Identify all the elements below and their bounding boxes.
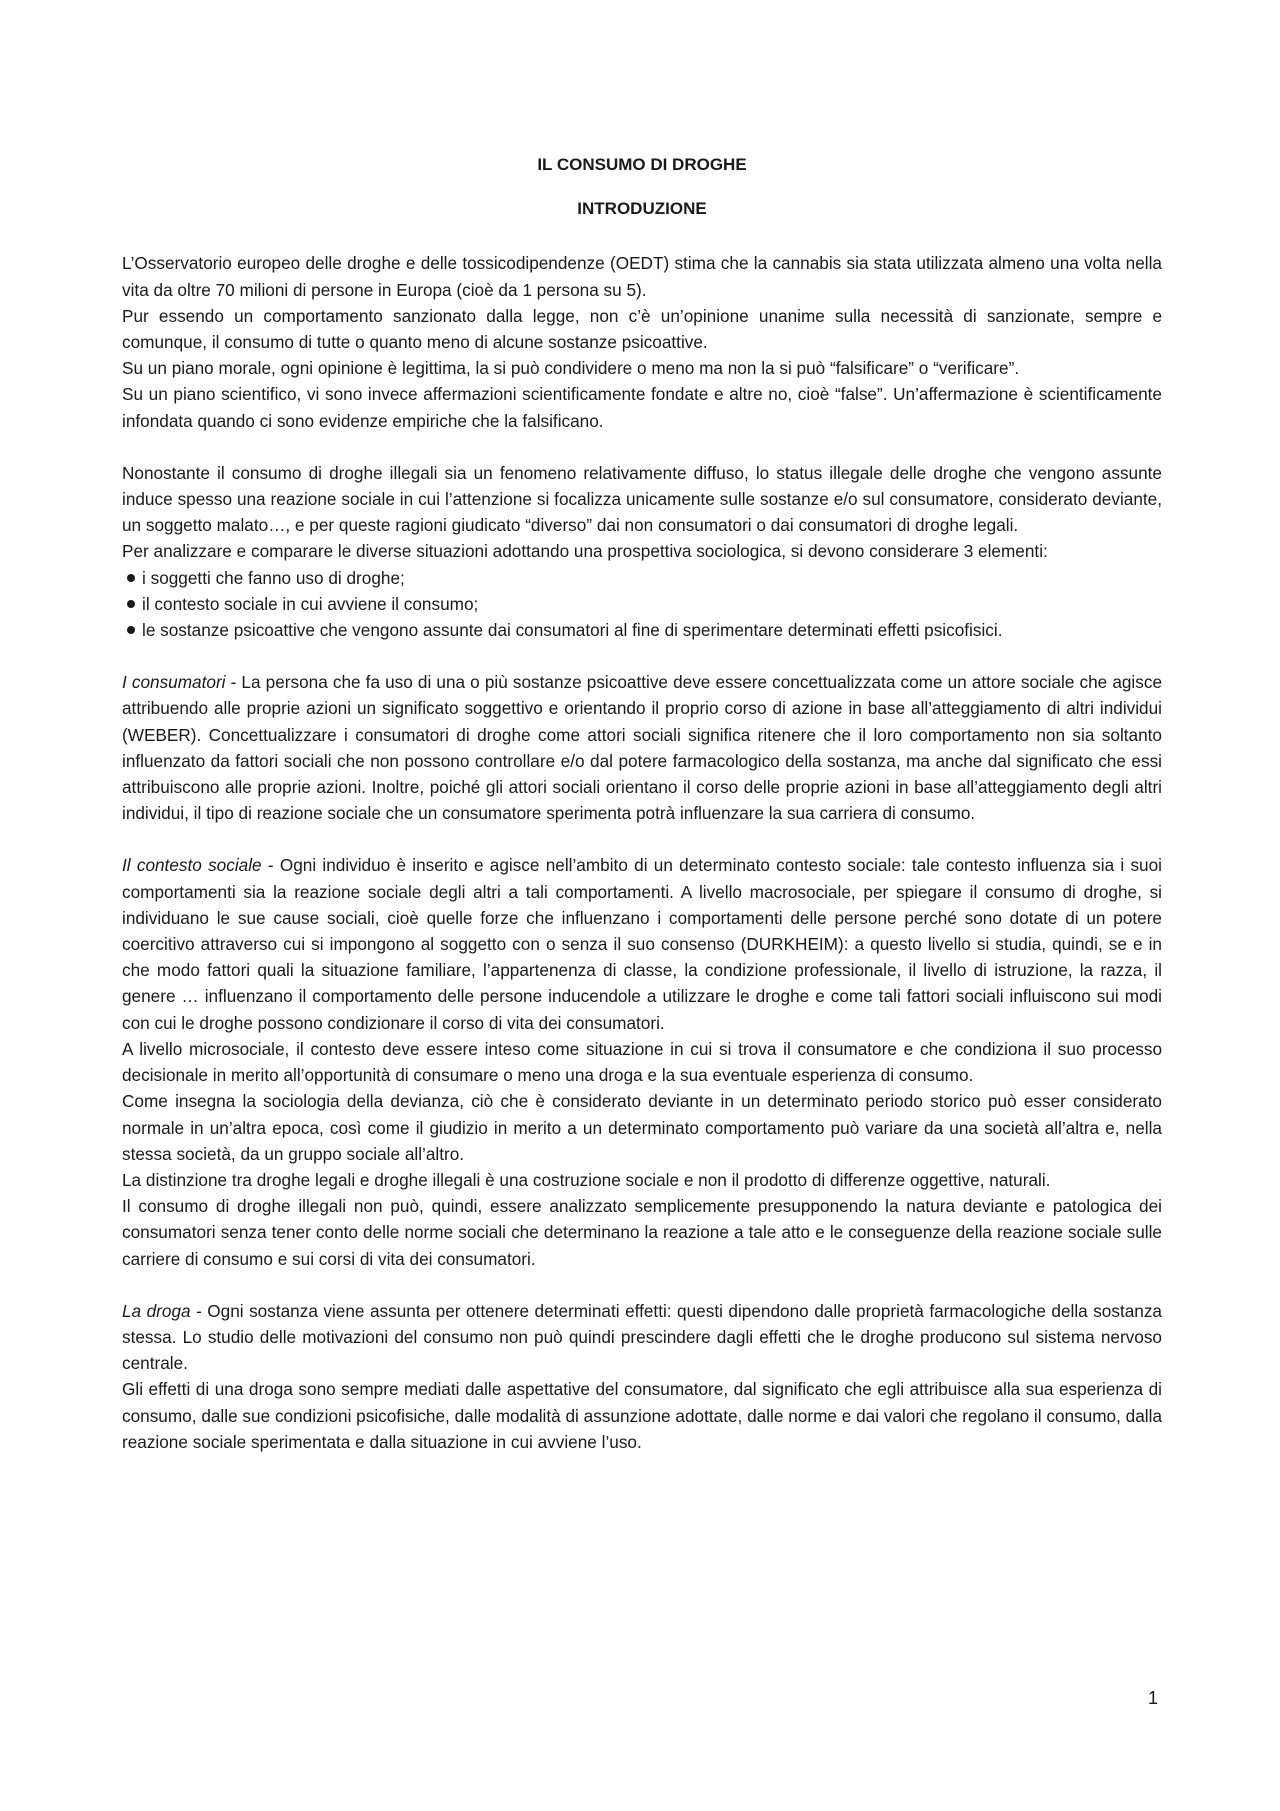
section-lead: Il contesto sociale [122, 855, 262, 876]
section-lead: La droga [122, 1300, 191, 1321]
paragraph: Nonostante il consumo di droghe illegali sia un fenomeno relativamente diffuso, lo status illegale delle droghe che vengono assunte induce spesso una reazione sociale in cui l’attenzione si focalizza unicamente sulle sostanze e/o sul consumatore, considerato deviante, un soggetto malato…, e per queste ragioni giudicato “diverso” dai non consumatori o dai consumatori di droghe legali. [122, 462, 1162, 536]
paragraph: Gli effetti di una droga sono sempre mediati dalle aspettative del consumatore, dal significato che egli attribuisce alla sua esperienza di consumo, dalle sue condizioni psicofisiche, dalle modalità di assunzione adottate, dalle norme e dai valori che regolano il consumo, dalla reazione sociale sperimentata e dalla situazione in cui avviene l’uso. [122, 1379, 1162, 1452]
paragraph: Pur essendo un comportamento sanzionato dalla legge, non c’è un’opinione unanime sulla necessità di sanzionate, sempre e comunque, il consumo di tutte o quanto meno di alcune sostanze psicoattive. [122, 305, 1162, 353]
document-title: IL CONSUMO DI DROGHE [537, 155, 747, 174]
paragraph [122, 1298, 1162, 1377]
list-item: le sostanze psicoattive che vengono assunte dai consumatori al fine di sperimentare determinati effetti psicofisici. [124, 617, 1162, 643]
page-content [122, 152, 1162, 1455]
paragraph: Come insegna la sociologia della devianza, ciò che è considerato deviante in un determinato periodo storico può esser considerato normale in un’altra epoca, così come il giudizio in merito a un determinato comportamento può variare da una società all’altra e, nella stessa società, da un gruppo sociale all’altro. [122, 1091, 1162, 1164]
section-text: - La persona che fa uso di una o più sostanze psicoattive deve essere concettualizzata come un attore sociale che agisce attribuendo alle proprie azioni un significato soggettivo e orientando il proprio corso di azione in base all’atteggiamento di altri individui (WEBER). Concettualizzare i consumatori di droghe come attori sociali significa ritenere che il loro comportamento non sia soltanto influenzato da fattori sociali che non possono controllare e/o dal potere farmacologico della sostanza, ma anche dal significato che essi attribuiscono alle proprie azioni. Inoltre, poiché gli attori sociali orientano il corso delle proprie azioni in base all’atteggiamento degli altri individui, il tipo di reazione sociale che un consumatore sperimenta potrà influenzare la sua carriera di consumo. [122, 672, 1162, 824]
section-text: - Ogni sostanza viene assunta per ottenere determinati effetti: questi dipendono dalle proprietà farmacologiche della sostanza stessa. Lo studio delle motivazioni del consumo non può quindi prescindere dagli effetti che le droghe producono sul sistema nervoso centrale. [122, 1300, 1162, 1374]
consumatori-section [122, 669, 1162, 826]
section-lead: I consumatori [122, 672, 226, 693]
paragraph: Il consumo di droghe illegali non può, quindi, essere analizzato semplicemente presupponendo la natura deviante e patologica dei consumatori senza tener conto delle norme sociali che determinano la reazione a tale atto e le conseguenze della reazione sociale sulle carriere di consumo e sui corsi di vita dei consumatori. [122, 1196, 1162, 1269]
paragraph: Su un piano morale, ogni opinione è legittima, la si può condividere o meno ma non la si può “falsificare” o “verificare”. [122, 358, 1020, 379]
list-item: i soggetti che fanno uso di droghe; [124, 565, 1162, 591]
paragraph: Per analizzare e comparare le diverse situazioni adottando una prospettiva sociologica, si devono considerare 3 elementi: [122, 541, 1048, 562]
droga-section [122, 1298, 1162, 1455]
intro-section [122, 250, 1162, 433]
paragraph: L’Osservatorio europeo delle droghe e delle tossicodipendenze (OEDT) stima che la cannabis sia stata utilizzata almeno una volta nella vita da oltre 70 milioni di persone in Europa (cioè da 1 persona su 5). [122, 253, 1162, 300]
paragraph: La distinzione tra droghe legali e droghe illegali è una costruzione sociale e non il prodotto di differenze oggettive, naturali. [122, 1169, 1051, 1190]
paragraph [122, 669, 1162, 826]
paragraph: Su un piano scientifico, vi sono invece affermazioni scientificamente fondate e altre no, cioè “false”. Un’affermazione è scientificamente infondata quando ci sono evidenze empiriche che la falsificano. [122, 384, 1162, 431]
paragraph: A livello microsociale, il contesto deve essere inteso come situazione in cui si trova il consumatore e che condiziona il suo processo decisionale in merito all’opportunità di consumare o meno una droga e la sua eventuale esperienza di consumo. [122, 1038, 1162, 1086]
elements-section [122, 460, 1162, 643]
section-heading: INTRODUZIONE [577, 199, 707, 219]
page-number: 1 [1148, 1688, 1159, 1708]
paragraph [122, 852, 1162, 1035]
section-text: - Ogni individuo è inserito e agisce nell’ambito di un determinato contesto sociale: tale contesto influenza sia i suoi comportamenti sia la reazione sociale degli altri a tali comportamenti. A livello macrosociale, per spiegare il consumo di droghe, si individuano le sue cause sociali, cioè quelle forze che influenzano i comportamenti delle persone perché sono dotate di un potere coercitivo attraverso cui si impongono al soggetto con o senza il suo consenso (DURKHEIM): a questo livello si studia, quindi, se e in che modo fattori quali la situazione familiare, l’appartenenza di classe, la condizione professionale, il livello di istruzione, la razza, il genere … influenzano il comportamento delle persone inducendole a utilizzare le droghe e come tali fattori sociali influiscono sui modi con cui le droghe possono condizionare il corso di vita dei consumatori. [122, 855, 1162, 1033]
elements-list [122, 565, 1162, 644]
list-item: il contesto sociale in cui avviene il consumo; [124, 591, 1162, 617]
contesto-section [122, 852, 1162, 1271]
